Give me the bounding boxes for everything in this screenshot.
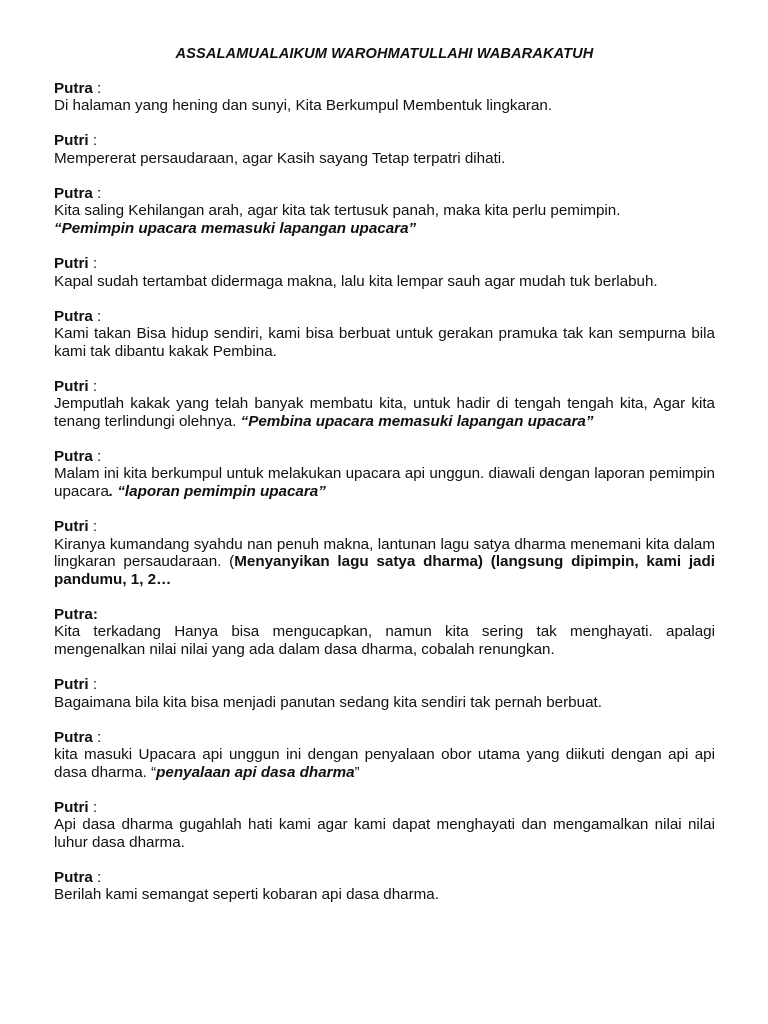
dialogue-text: Malam ini kita berkumpul untuk melakukan upacara api unggun. diawali dengan laporan pemimpin upacara	[54, 465, 715, 501]
speaker-name: Putra	[54, 447, 93, 465]
dialogue-block	[54, 80, 715, 115]
dialogue-text: Berilah kami semangat seperti kobaran api dasa dharma.	[54, 886, 439, 904]
speaker-separator: :	[88, 377, 98, 395]
dialogue-text: Kiranya kumandang syahdu nan penuh makna, lantunan lagu satya dharma menemani kita dalam lingkaran persaudaraan. (	[54, 535, 715, 571]
dialogue-text: kita masuki Upacara api unggun ini dengan penyalaan obor utama yang diikuti dengan api api dasa dharma. “	[54, 746, 715, 781]
dialogue-text: Kita saling Kehilangan arah, agar kita tak tertusuk panah, maka kita perlu pemimpin.	[54, 202, 621, 220]
dialogue-text: Kami takan Bisa hidup sendiri, kami bisa berbuat untuk gerakan pramuka tak kan sempurna bila kami tak dibantu kakak Pembina.	[54, 325, 715, 360]
speaker-label	[54, 676, 715, 694]
speaker-label	[54, 185, 715, 203]
dialogue-block	[54, 869, 715, 904]
dialogue-block	[54, 255, 715, 290]
speaker-separator: :	[92, 307, 102, 325]
speaker-name: Putra	[54, 728, 93, 746]
dialogue-paragraph	[54, 746, 715, 781]
dialogue-block	[54, 378, 715, 431]
speaker-label	[54, 729, 715, 747]
dialogue-text: Jemputlah kakak yang telah banyak membatu kita, untuk hadir di tengah tengah kita, Agar kita tenang terlindungi olehnya.	[54, 395, 715, 430]
dialogue-text: Di halaman yang hening dan sunyi, Kita Berkumpul Membentuk lingkaran.	[54, 97, 553, 115]
speaker-separator: :	[92, 79, 102, 97]
speaker-name: Putri	[54, 798, 89, 816]
dialogue-text: Mempererat persaudaraan, agar Kasih sayang Tetap terpatri dihati.	[54, 149, 506, 167]
speaker-name: Putra	[54, 184, 93, 202]
dialogue-paragraph	[54, 465, 715, 500]
speaker-name: Putra:	[54, 605, 98, 623]
dialogue-paragraph	[54, 536, 715, 589]
speaker-name: Putra	[54, 307, 93, 325]
speaker-label	[54, 378, 715, 396]
speaker-name: Putri	[54, 254, 89, 272]
speaker-label	[54, 132, 715, 150]
dialogue-block	[54, 606, 715, 659]
speaker-name: Putra	[54, 79, 93, 97]
speaker-label	[54, 518, 715, 536]
document-title: ASSALAMUALAIKUM WAROHMATULLAHI WABARAKATUH	[175, 46, 594, 62]
dialogue-block	[54, 676, 715, 711]
dialogue-block	[54, 729, 715, 782]
speaker-separator: :	[88, 675, 98, 693]
speaker-separator: :	[88, 798, 98, 816]
dialogue-block	[54, 448, 715, 501]
dialogue-text: Bagaimana bila kita bisa menjadi panutan sedang kita sendiri tak pernah berbuat.	[54, 693, 602, 711]
speaker-label	[54, 869, 715, 887]
speaker-separator: :	[92, 447, 102, 465]
speaker-separator: :	[92, 728, 102, 746]
speaker-separator: :	[92, 184, 102, 202]
dialogue-block	[54, 308, 715, 361]
stage-cue: Menyanyikan lagu satya dharma) (langsung dipimpin, kami jadi pandumu, 1, 2…	[54, 553, 715, 588]
speaker-label	[54, 606, 715, 624]
stage-cue: penyalaan api dasa dharma	[156, 763, 355, 781]
speaker-label	[54, 799, 715, 817]
speaker-name: Putri	[54, 132, 89, 150]
stage-cue: . “laporan pemimpin upacara”	[108, 483, 326, 501]
dialogue-block	[54, 518, 715, 588]
dialogue-text: Api dasa dharma gugahlah hati kami agar kami dapat menghayati dan mengamalkan nilai nilai luhur dasa dharma.	[54, 816, 715, 851]
document-page	[54, 46, 715, 921]
dialogue-block	[54, 185, 715, 238]
speaker-label	[54, 80, 715, 98]
stage-cue: “Pemimpin upacara memasuki lapangan upacara”	[54, 219, 417, 237]
closing-quote: ”	[354, 763, 360, 781]
speaker-label	[54, 448, 715, 466]
speaker-name: Putra	[54, 868, 93, 886]
speaker-name: Putri	[54, 518, 89, 536]
speaker-label	[54, 308, 715, 326]
speaker-separator: :	[92, 868, 102, 886]
speaker-name: Putri	[54, 675, 89, 693]
speaker-label	[54, 255, 715, 273]
dialogue-text: Kapal sudah tertambat didermaga makna, lalu kita lempar sauh agar mudah tuk berlabuh.	[54, 272, 658, 290]
speaker-name: Putri	[54, 377, 89, 395]
speaker-separator: :	[88, 254, 98, 272]
speaker-separator: :	[88, 132, 98, 150]
speaker-separator: :	[88, 518, 98, 536]
dialogue-block	[54, 799, 715, 852]
stage-cue: “Pembina upacara memasuki lapangan upacara”	[240, 412, 594, 430]
dialogue-paragraph	[54, 395, 715, 430]
dialogue-block	[54, 132, 715, 167]
dialogue-text: Kita terkadang Hanya bisa mengucapkan, namun kita sering tak menghayati. apalagi mengenalkan nilai nilai yang ada dalam dasa dharma, cobalah renungkan.	[54, 623, 715, 658]
